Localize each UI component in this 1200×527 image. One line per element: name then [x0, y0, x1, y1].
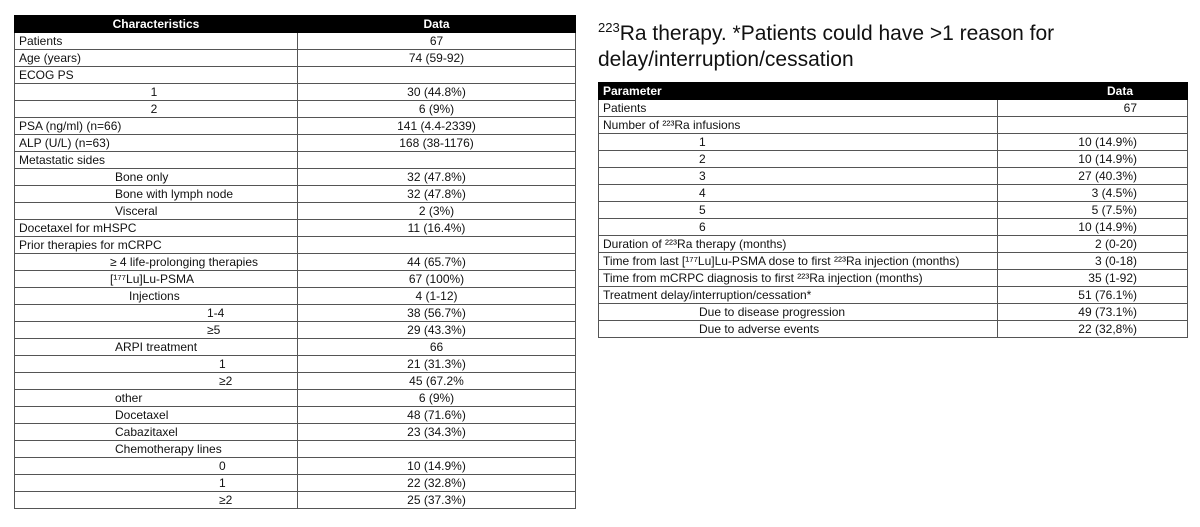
row-label: other	[15, 390, 298, 407]
isotope-superscript: 223	[598, 20, 620, 35]
row-value: 6 (9%)	[298, 101, 576, 118]
row-value: 51 (76.1%)	[998, 287, 1188, 304]
table-row	[599, 151, 1188, 168]
row-value: 67	[298, 33, 576, 50]
row-label: 5	[599, 202, 998, 219]
table-row	[15, 492, 576, 509]
table-row	[15, 50, 576, 67]
table-caption	[598, 21, 1158, 73]
row-label: Docetaxel	[15, 407, 298, 424]
table-row	[15, 356, 576, 373]
row-label: Metastatic sides	[15, 152, 298, 169]
table-row	[599, 117, 1188, 134]
row-label: Bone with lymph node	[15, 186, 298, 203]
row-value: 27 (40.3%)	[998, 168, 1188, 185]
data-header: Data	[998, 83, 1188, 100]
row-value: 10 (14.9%)	[998, 134, 1188, 151]
row-label: ALP (U/L) (n=63)	[15, 135, 298, 152]
table-row	[599, 168, 1188, 185]
row-value: 32 (47.8%)	[298, 169, 576, 186]
row-label: 3	[599, 168, 998, 185]
row-label: 1	[599, 134, 998, 151]
row-label: [¹⁷⁷Lu]Lu-PSMA	[15, 271, 298, 288]
row-label: ARPI treatment	[15, 339, 298, 356]
row-value: 48 (71.6%)	[298, 407, 576, 424]
row-value: 45 (67.2%	[298, 373, 576, 390]
row-label: Visceral	[15, 203, 298, 220]
table-row	[15, 339, 576, 356]
row-label: 2	[599, 151, 998, 168]
row-value: 44 (65.7%)	[298, 254, 576, 271]
table-row	[15, 288, 576, 305]
data-header: Data	[298, 16, 576, 33]
row-label: Patients	[15, 33, 298, 50]
row-value: 3 (0-18)	[998, 253, 1188, 270]
table-row	[15, 203, 576, 220]
row-label: ECOG PS	[15, 67, 298, 84]
characteristics-header: Characteristics	[15, 16, 298, 33]
table-row	[15, 237, 576, 254]
table-row	[599, 321, 1188, 338]
row-value: 10 (14.9%)	[998, 219, 1188, 236]
table-row	[599, 304, 1188, 321]
row-value: 22 (32.8%)	[298, 475, 576, 492]
table-row	[15, 118, 576, 135]
row-label: Due to disease progression	[599, 304, 998, 321]
table-row	[15, 407, 576, 424]
ra223-therapy-table	[598, 82, 1188, 338]
row-label: PSA (ng/ml) (n=66)	[15, 118, 298, 135]
table-row	[15, 322, 576, 339]
table-row	[15, 424, 576, 441]
row-value: 4 (1-12)	[298, 288, 576, 305]
row-value	[298, 237, 576, 254]
caption-text: Ra therapy. *Patients could have >1 reason for delay/interruption/cessation	[598, 22, 1055, 71]
table-row	[599, 185, 1188, 202]
table-header-row	[599, 83, 1188, 100]
row-value	[298, 152, 576, 169]
row-value: 38 (56.7%)	[298, 305, 576, 322]
parameter-header: Parameter	[599, 83, 998, 100]
row-label: 6	[599, 219, 998, 236]
row-value: 3 (4.5%)	[998, 185, 1188, 202]
row-value: 6 (9%)	[298, 390, 576, 407]
row-label: Chemotherapy lines	[15, 441, 298, 458]
row-value: 74 (59-92)	[298, 50, 576, 67]
table-row	[15, 271, 576, 288]
table-row	[15, 33, 576, 50]
table-row	[599, 287, 1188, 304]
row-value	[298, 441, 576, 458]
table-row	[599, 270, 1188, 287]
row-value: 67 (100%)	[298, 271, 576, 288]
table-row	[599, 236, 1188, 253]
row-label: Injections	[15, 288, 298, 305]
table-body	[599, 100, 1188, 338]
table-row	[599, 202, 1188, 219]
table-row	[15, 373, 576, 390]
row-value: 35 (1-92)	[998, 270, 1188, 287]
row-value: 5 (7.5%)	[998, 202, 1188, 219]
row-value: 2 (0-20)	[998, 236, 1188, 253]
table-row	[15, 152, 576, 169]
table-row	[15, 305, 576, 322]
row-value: 22 (32,8%)	[998, 321, 1188, 338]
row-value: 29 (43.3%)	[298, 322, 576, 339]
table-header-row	[15, 16, 576, 33]
table-row	[599, 100, 1188, 117]
row-value	[998, 117, 1188, 134]
table-row	[15, 84, 576, 101]
row-label: 0	[15, 458, 298, 475]
row-value: 11 (16.4%)	[298, 220, 576, 237]
row-label: 1	[15, 356, 298, 373]
row-label: 4	[599, 185, 998, 202]
table-row	[15, 254, 576, 271]
row-label: Cabazitaxel	[15, 424, 298, 441]
row-label: Prior therapies for mCRPC	[15, 237, 298, 254]
row-value: 2 (3%)	[298, 203, 576, 220]
row-value: 32 (47.8%)	[298, 186, 576, 203]
row-label: ≥5	[15, 322, 298, 339]
row-label: ≥2	[15, 492, 298, 509]
table-row	[15, 67, 576, 84]
row-label: Patients	[599, 100, 998, 117]
row-label: Bone only	[15, 169, 298, 186]
baseline-characteristics-table	[14, 15, 576, 509]
row-label: 1	[15, 475, 298, 492]
row-label: Time from last [¹⁷⁷Lu]Lu-PSMA dose to first ²²³Ra injection (months)	[599, 253, 998, 270]
table-row	[15, 101, 576, 118]
table-body	[15, 33, 576, 509]
row-value: 141 (4.4-2339)	[298, 118, 576, 135]
row-label: Number of ²²³Ra infusions	[599, 117, 998, 134]
row-label: Due to adverse events	[599, 321, 998, 338]
row-value: 66	[298, 339, 576, 356]
table-row	[15, 441, 576, 458]
row-value: 21 (31.3%)	[298, 356, 576, 373]
row-label: ≥2	[15, 373, 298, 390]
row-label: ≥ 4 life-prolonging therapies	[15, 254, 298, 271]
table-row	[15, 169, 576, 186]
row-label: 1-4	[15, 305, 298, 322]
row-value: 25 (37.3%)	[298, 492, 576, 509]
table-row	[15, 220, 576, 237]
row-value: 10 (14.9%)	[998, 151, 1188, 168]
row-value: 10 (14.9%)	[298, 458, 576, 475]
table-row	[599, 134, 1188, 151]
row-label: 2	[15, 101, 298, 118]
row-value: 30 (44.8%)	[298, 84, 576, 101]
table-row	[599, 253, 1188, 270]
table-row	[15, 390, 576, 407]
table-row	[15, 135, 576, 152]
row-label: Docetaxel for mHSPC	[15, 220, 298, 237]
row-label: 1	[15, 84, 298, 101]
row-value: 67	[998, 100, 1188, 117]
table-row	[15, 186, 576, 203]
row-label: Age (years)	[15, 50, 298, 67]
row-value: 49 (73.1%)	[998, 304, 1188, 321]
table-row	[599, 219, 1188, 236]
row-value	[298, 67, 576, 84]
table-row	[15, 458, 576, 475]
row-label: Duration of ²²³Ra therapy (months)	[599, 236, 998, 253]
row-label: Treatment delay/interruption/cessation*	[599, 287, 998, 304]
table-row	[15, 475, 576, 492]
row-value: 168 (38-1176)	[298, 135, 576, 152]
row-label: Time from mCRPC diagnosis to first ²²³Ra injection (months)	[599, 270, 998, 287]
row-value: 23 (34.3%)	[298, 424, 576, 441]
